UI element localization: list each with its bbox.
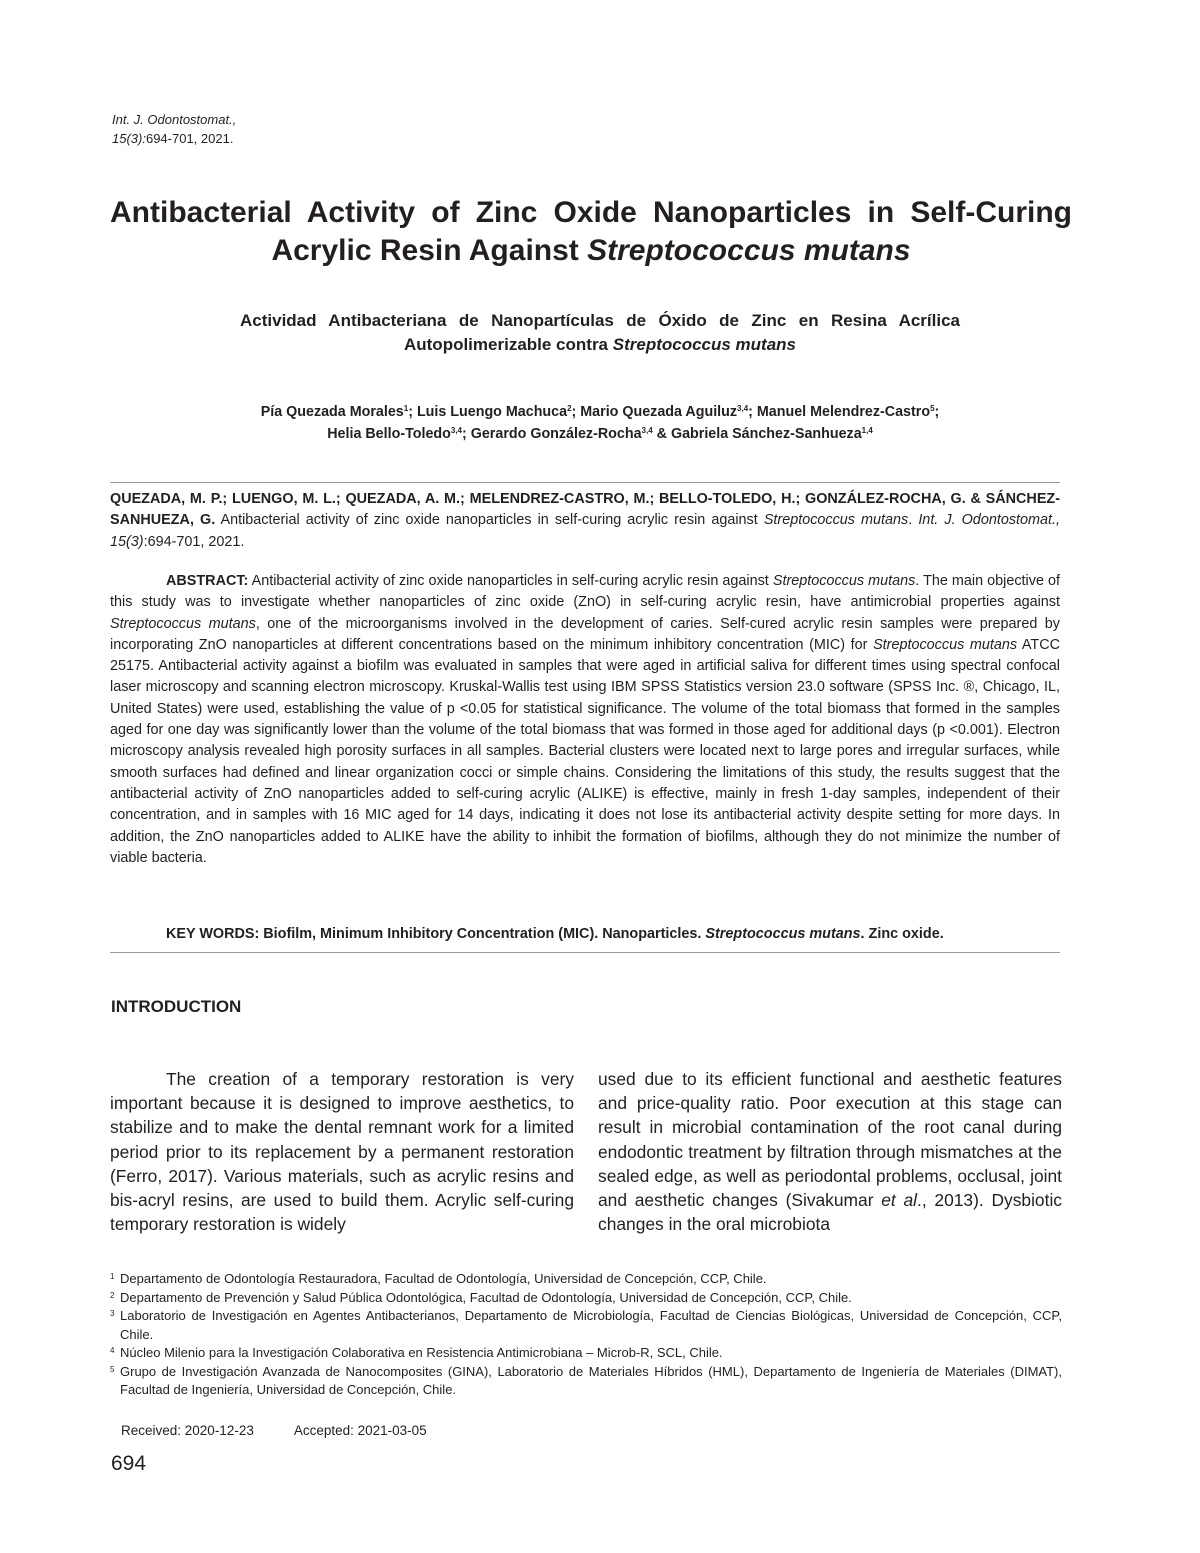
journal-volume: 15(3): (112, 131, 146, 146)
journal-name: Int. J. Odontostomat., (112, 112, 237, 127)
author: Manuel Melendrez-Castro (756, 404, 931, 420)
author-list (110, 401, 1090, 445)
subtitle-main: Actividad Antibacteriana de Nanopartículas de Óxido de Zinc en Resina Acrílica Autopolimerizable contra (240, 311, 960, 354)
footnote (110, 1363, 1062, 1400)
citation-text: :694-701, 2021. (143, 533, 245, 550)
footnote-number: 3 (110, 1309, 115, 1318)
author: Helia Bello-Toledo (327, 426, 451, 442)
footnote-number: 4 (110, 1346, 115, 1355)
citation-journal: Int. J. Odontostomat., 15(3) (110, 512, 1061, 550)
footnote-text: Laboratorio de Investigación en Agentes Antibacterianos, Departamento de Microbiología, Facultad de Ciencias Biológicas, Universidad de Concepción, CCP, Chile. (120, 1308, 1062, 1342)
author: Gabriela Sánchez-Sanhueza (670, 426, 862, 442)
author-separator: & (652, 426, 671, 442)
abstract-text: Antibacterial activity of zinc oxide nanoparticles in self-curing acrylic resin against (248, 573, 773, 589)
footnotes (110, 1270, 1062, 1400)
journal-reference (112, 110, 236, 148)
footnote (110, 1270, 1062, 1289)
citation-text: Antibacterial activity of zinc oxide nanoparticles in self-curing acrylic resin against (215, 512, 764, 529)
intro-etal: et al (881, 1190, 918, 1211)
author-affiliation: 5 (930, 404, 935, 413)
author-affiliation: 3,4 (641, 426, 653, 435)
section-heading-introduction: INTRODUCTION (111, 997, 242, 1016)
author-separator: ; (748, 404, 757, 420)
footnote-number: 2 (110, 1290, 115, 1300)
author: Gerardo González-Rocha (470, 426, 642, 442)
article-title (110, 194, 1072, 270)
citation-authors: QUEZADA, M. P.; LUENGO, M. L.; QUEZADA, A. M.; MELENDREZ-CASTRO, M.; BELLO-TOLEDO, H.; GONZÁLEZ-ROCHA, G. & SÁNCHEZ-SANHUEZA, G. (110, 491, 1060, 529)
intro-text: ., 2013). Dysbiotic changes in the oral microbiota (598, 1190, 1062, 1235)
top-divider (110, 482, 1060, 483)
author: Luis Luengo Machuca (416, 404, 568, 420)
submission-dates (121, 1422, 427, 1440)
keywords (110, 924, 1060, 945)
abstract-species: Streptococcus mutans (772, 573, 916, 589)
keywords-text: . Zinc oxide. (860, 926, 944, 942)
abstract-text: ATCC 25175. Antibacterial activity against a biofilm was evaluated in samples that were aged in artificial saliva for different times using spectral confocal laser microscopy and scanning electron microscopy. Kruskal-Wallis test using IBM SPSS Statistics version 23.0 software (SPSS Inc. ®, Chicago, IL, United States) were used, establishing the value of p <0.05 for statistical significance. The volume of the total biomass that formed in the samples aged for one day was significantly lower than the volume of the total biomass that was formed in those aged for additional days (p <0.001). Electron microscopy analysis revealed high porosity surfaces in all samples. Bacterial clusters were located next to large pores and irregular surfaces, while smooth surfaces had defined and linear organization cocci or simple chains. Considering the limitations of this study, the results suggest that the antibacterial activity of ZnO nanoparticles added to self-curing acrylic (ALIKE) is effective, mainly in fresh 1-day samples, independent of their concentration, and in samples with 16 MIC aged for 14 days, indicating it does not lose its antibacterial activity despite setting for more days. In addition, the ZnO nanoparticles added to ALIKE have the ability to inhibit the formation of biofilms, although they do not minimize the number of viable bacteria. (110, 636, 1061, 866)
author-affiliation: 3,4 (737, 404, 749, 413)
abstract-text: , one of the microorganisms involved in the development of caries. Self-cured acrylic resin samples were prepared by incorporating ZnO nanoparticles at different concentrations based on the minimum inhibitory concentration (MIC) for (110, 615, 1060, 653)
article-subtitle (240, 309, 960, 357)
footnote (110, 1289, 1062, 1308)
author-affiliation: 3,4 (450, 426, 462, 435)
title-species: Streptococcus mutans (587, 234, 911, 267)
author-separator: ; (934, 404, 940, 420)
keywords-text: Biofilm, Minimum Inhibitory Concentration (MIC). Nanoparticles. (259, 926, 706, 942)
author-affiliation: 1,4 (861, 426, 873, 435)
abstract-text: . The main objective of this study was to investigate whether nanoparticles of zinc oxide (ZnO) in self-curing acrylic resin, have antimicrobial properties against (110, 573, 1060, 611)
citation-block (110, 489, 1060, 553)
intro-column-left: The creation of a temporary restoration is very important because it is designed to improve aesthetics, to stabilize and to make the dental remnant work for a limited period prior to its replacement by a permanent restoration (Ferro, 2017). Various materials, such as acrylic resins and bis-acryl resins, are used to build them. Acrylic self-curing temporary restoration is widely (110, 1069, 574, 1235)
abstract-species: Streptococcus mutans (110, 615, 256, 632)
keywords-label: KEY WORDS: (166, 926, 260, 942)
footnote-text: Departamento de Odontología Restauradora, Facultad de Odontología, Universidad de Concepción, CCP, Chile. (120, 1271, 767, 1286)
author: Mario Quezada Aguiluz (580, 404, 738, 420)
journal-pages-year: 694-701, 2021. (145, 131, 234, 146)
author-affiliation: 1 (403, 404, 409, 413)
subtitle-species: Streptococcus mutans (612, 335, 797, 354)
footnote-text: Departamento de Prevención y Salud Pública Odontológica, Facultad de Odontología, Universidad de Concepción, CCP, Chile. (120, 1289, 852, 1305)
author-affiliation: 2 (567, 404, 572, 413)
footnote-number: 1 (110, 1272, 115, 1281)
page-number: 694 (111, 1452, 147, 1475)
footnote (110, 1344, 1062, 1363)
citation-text: . (908, 512, 919, 529)
abstract-species: Streptococcus mutans (873, 636, 1018, 653)
bottom-divider (110, 952, 1060, 953)
author-separator: ; (571, 404, 581, 420)
keywords-species: Streptococcus mutans (705, 926, 861, 942)
abstract (110, 571, 1060, 869)
footnote-number: 5 (110, 1364, 115, 1374)
author-separator: ; (462, 426, 471, 442)
abstract-label: ABSTRACT: (166, 573, 249, 589)
title-main: Antibacterial Activity of Zinc Oxide Nanoparticles in Self-Curing Acrylic Resin Against (110, 196, 1072, 267)
accepted-date: Accepted: 2021-03-05 (293, 1423, 427, 1438)
footnote (110, 1307, 1062, 1344)
author-separator: ; (408, 404, 417, 420)
footnote-text: Grupo de Investigación Avanzada de Nanocomposites (GINA), Laboratorio de Materiales Híbridos (HML), Departamento de Ingeniería de Materiales (DIMAT), Facultad de Ingeniería, Universidad de Concepción, Chile. (120, 1363, 1062, 1397)
received-date: Received: 2020-12-23 (121, 1423, 254, 1438)
intro-column-right (598, 1067, 1062, 1236)
intro-text: used due to its efficient functional and aesthetic features and price-quality ratio. Poor execution at this stage can result in microbial contamination of the root canal during endodontic treatment by filtration through mismatches at the sealed edge, as well as periodontal problems, occlusal, joint and aesthetic changes (Sivakumar (598, 1069, 1062, 1211)
author: Pía Quezada Morales (260, 404, 404, 420)
citation-species: Streptococcus mutans (763, 512, 909, 529)
footnote-text: Núcleo Milenio para la Investigación Colaborativa en Resistencia Antimicrobiana – Microb-R, SCL, Chile. (120, 1345, 723, 1360)
